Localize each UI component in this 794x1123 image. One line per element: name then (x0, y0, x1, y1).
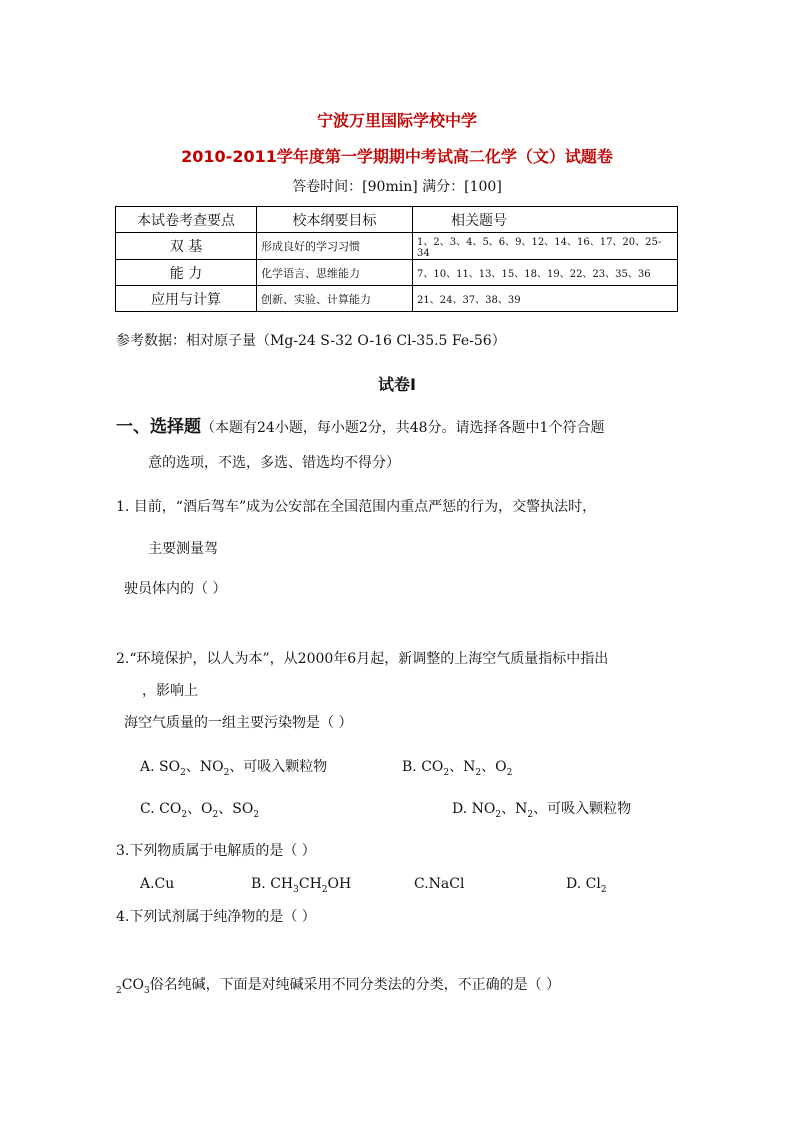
question-4-stem: 4.下列试剂属于纯净物的是（ ） (116, 909, 316, 925)
table-cell: 7、10、11、13、15、18、19、22、23、35、36 (413, 260, 678, 286)
option-text: 、O (187, 801, 213, 817)
subscript: 2 (443, 767, 450, 778)
time-and-score: 答卷时间：[90min] 满分：[100] (292, 179, 502, 195)
option-text: OH (327, 876, 352, 892)
option-label: D. (566, 876, 582, 892)
option-label: B. (251, 876, 266, 892)
question-2-line: 海空气质量的一组主要污染物是（ ） (124, 715, 353, 731)
option-text: Cl (585, 876, 601, 892)
option-label: B. (402, 759, 417, 775)
exam-info-table (115, 206, 678, 312)
table-header-cell: 本试卷考查要点 (116, 207, 257, 233)
option-text: 、NO (185, 759, 224, 775)
subscript: 2 (495, 809, 502, 820)
subscript: 2 (475, 767, 482, 778)
subscript: 2 (116, 985, 122, 996)
subscript: 3 (293, 884, 299, 895)
table-cell: 形成良好的学习习惯 (257, 233, 413, 260)
table-header-row (116, 207, 678, 233)
table-cell: 双 基 (116, 233, 257, 260)
table-header-cell: 相关题号 (413, 207, 678, 233)
section-instruction: （本题有24小题，每小题2分，共48分。请选择各题中1个符合题 (201, 420, 605, 436)
option-label: C. (140, 801, 155, 817)
option-text: 、N (501, 801, 528, 817)
table-cell: 应用与计算 (116, 286, 257, 312)
option-label: A. (140, 759, 155, 775)
table-cell: 21、24、37、38、39 (413, 286, 678, 312)
subscript: 2 (180, 767, 186, 778)
q3-option-a: A.Cu (140, 876, 175, 892)
question-2-line: ，影响上 (142, 683, 198, 699)
option-label: D. (452, 801, 468, 817)
option-text: CO (421, 759, 444, 775)
q2-option-c (140, 798, 259, 820)
subscript: 2 (321, 884, 328, 895)
question-3-stem: 3.下列物质属于电解质的是（ ） (116, 843, 316, 859)
q3-option-b (251, 876, 351, 895)
q2-option-a (140, 756, 327, 778)
option-text: CH (270, 876, 294, 892)
subscript: 2 (506, 767, 513, 778)
q3-option-c: C.NaCl (414, 876, 465, 892)
table-cell: 能 力 (116, 260, 257, 286)
question-1-line: 主要测量驾 (148, 541, 218, 557)
table-cell: 化学语言、思维能力 (257, 260, 413, 286)
subscript: 3 (143, 985, 150, 996)
subscript: 2 (223, 767, 230, 778)
option-text: CH (298, 876, 322, 892)
subscript: 2 (527, 809, 534, 820)
q2-option-d (452, 798, 631, 820)
option-text: 、可吸入颗粒物 (533, 801, 632, 817)
table-cell: 1、2、3、4、5、6、9、12、14、16、17、20、25-34 (413, 233, 678, 260)
subscript: 2 (600, 884, 607, 895)
option-text: NO (471, 801, 496, 817)
table-row (116, 286, 678, 312)
option-text: 、SO (218, 801, 254, 817)
table-header-cell: 校本纲要目标 (257, 207, 413, 233)
table-row (116, 233, 678, 260)
table-row (116, 260, 678, 286)
question-5-stem (116, 974, 560, 996)
subscript: 2 (253, 809, 260, 820)
subscript: 2 (181, 809, 188, 820)
paper-title: 试卷Ⅰ (378, 375, 416, 394)
reference-data: 参考数据：相对原子量（Mg-24 S-32 O-16 Cl-35.5 Fe-56） (116, 333, 506, 349)
q3-option-d (566, 876, 607, 895)
option-text: CO (159, 801, 182, 817)
question-1-line: 驶员体内的（ ） (124, 581, 227, 597)
question-text: 俗名纯碱，下面是对纯碱采用不同分类法的分类，不正确的是（ ） (149, 977, 561, 993)
question-1-line: 1. 目前，“酒后驾车”成为公安部在全国范围内重点严惩的行为，交警执法时， (116, 499, 597, 515)
option-text: 、N (449, 759, 476, 775)
option-text: 、可吸入颗粒物 (229, 759, 328, 775)
section-title: 一、选择题 (116, 417, 201, 437)
section-heading (116, 412, 604, 437)
exam-title: 2010-2011学年度第一学期期中考试高二化学（文）试题卷 (181, 147, 613, 166)
formula-text: CO (121, 977, 144, 993)
section-instruction-cont: 意的选项，不选，多选、错选均不得分） (148, 455, 400, 471)
q2-option-b (402, 756, 512, 778)
table-cell: 创新、实验、计算能力 (257, 286, 413, 312)
option-text: 、O (481, 759, 507, 775)
subscript: 2 (212, 809, 219, 820)
option-text: SO (159, 759, 181, 775)
question-2-line: 2.“环境保护，以人为本”，从2000年6月起，新调整的上海空气质量指标中指出 (116, 651, 609, 667)
school-name: 宁波万里国际学校中学 (316, 111, 477, 130)
